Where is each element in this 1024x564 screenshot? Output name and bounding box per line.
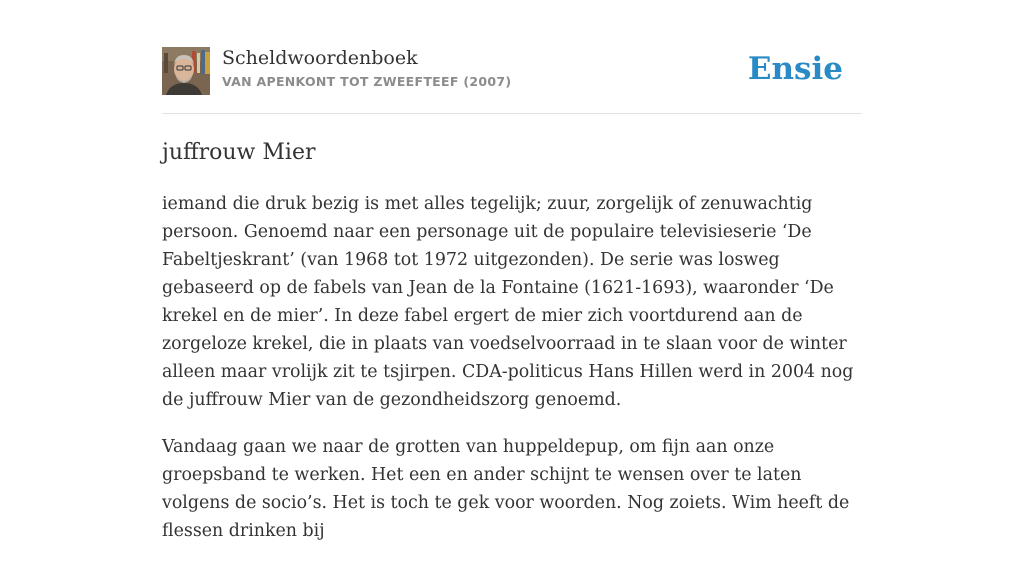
header-divider	[162, 113, 862, 114]
source-title[interactable]: Scheldwoordenboek	[222, 47, 418, 69]
source-header	[162, 46, 862, 96]
source-subtitle: VAN APENKONT TOT ZWEEFTEEF (2007)	[222, 74, 512, 89]
example-paragraph: Vandaag gaan we naar de grotten van huppeldepup, om fijn aan onze groepsband te werken. Het een en ander schijnt te wensen over te laten volgens de socio’s. Het is toch te gek voor woorden. Nog zoiets. Wim heeft de flessen drinken bij	[162, 437, 850, 541]
definition-paragraph: iemand die druk bezig is met alles tegelijk; zuur, zorgelijk of zenuwachtig persoon. Genoemd naar een personage uit de populaire televisieserie ‘De Fabeltjeskrant’ (van 1968 tot 1972 uitgezonden). De serie was losweg gebaseerd op de fabels van Jean de la Fontaine (1621-1693), waaronder ‘De krekel en de mier’. In deze fabel ergert de mier zich voortdurend aan de zorgeloze krekel, die in plaats van voedselvoorraad in te slaan voor de winter alleen maar vrolijk zit te tsjirpen. CDA-politicus Hans Hillen werd in 2004 nog de juffrouw Mier van de gezondheidszorg genoemd.	[162, 194, 854, 410]
ensie-logo[interactable]: Ensie	[747, 51, 843, 87]
entry-body	[162, 190, 864, 564]
author-photo-icon	[162, 47, 210, 95]
author-avatar[interactable]	[162, 47, 210, 95]
entry-title: juffrouw Mier	[162, 140, 316, 165]
